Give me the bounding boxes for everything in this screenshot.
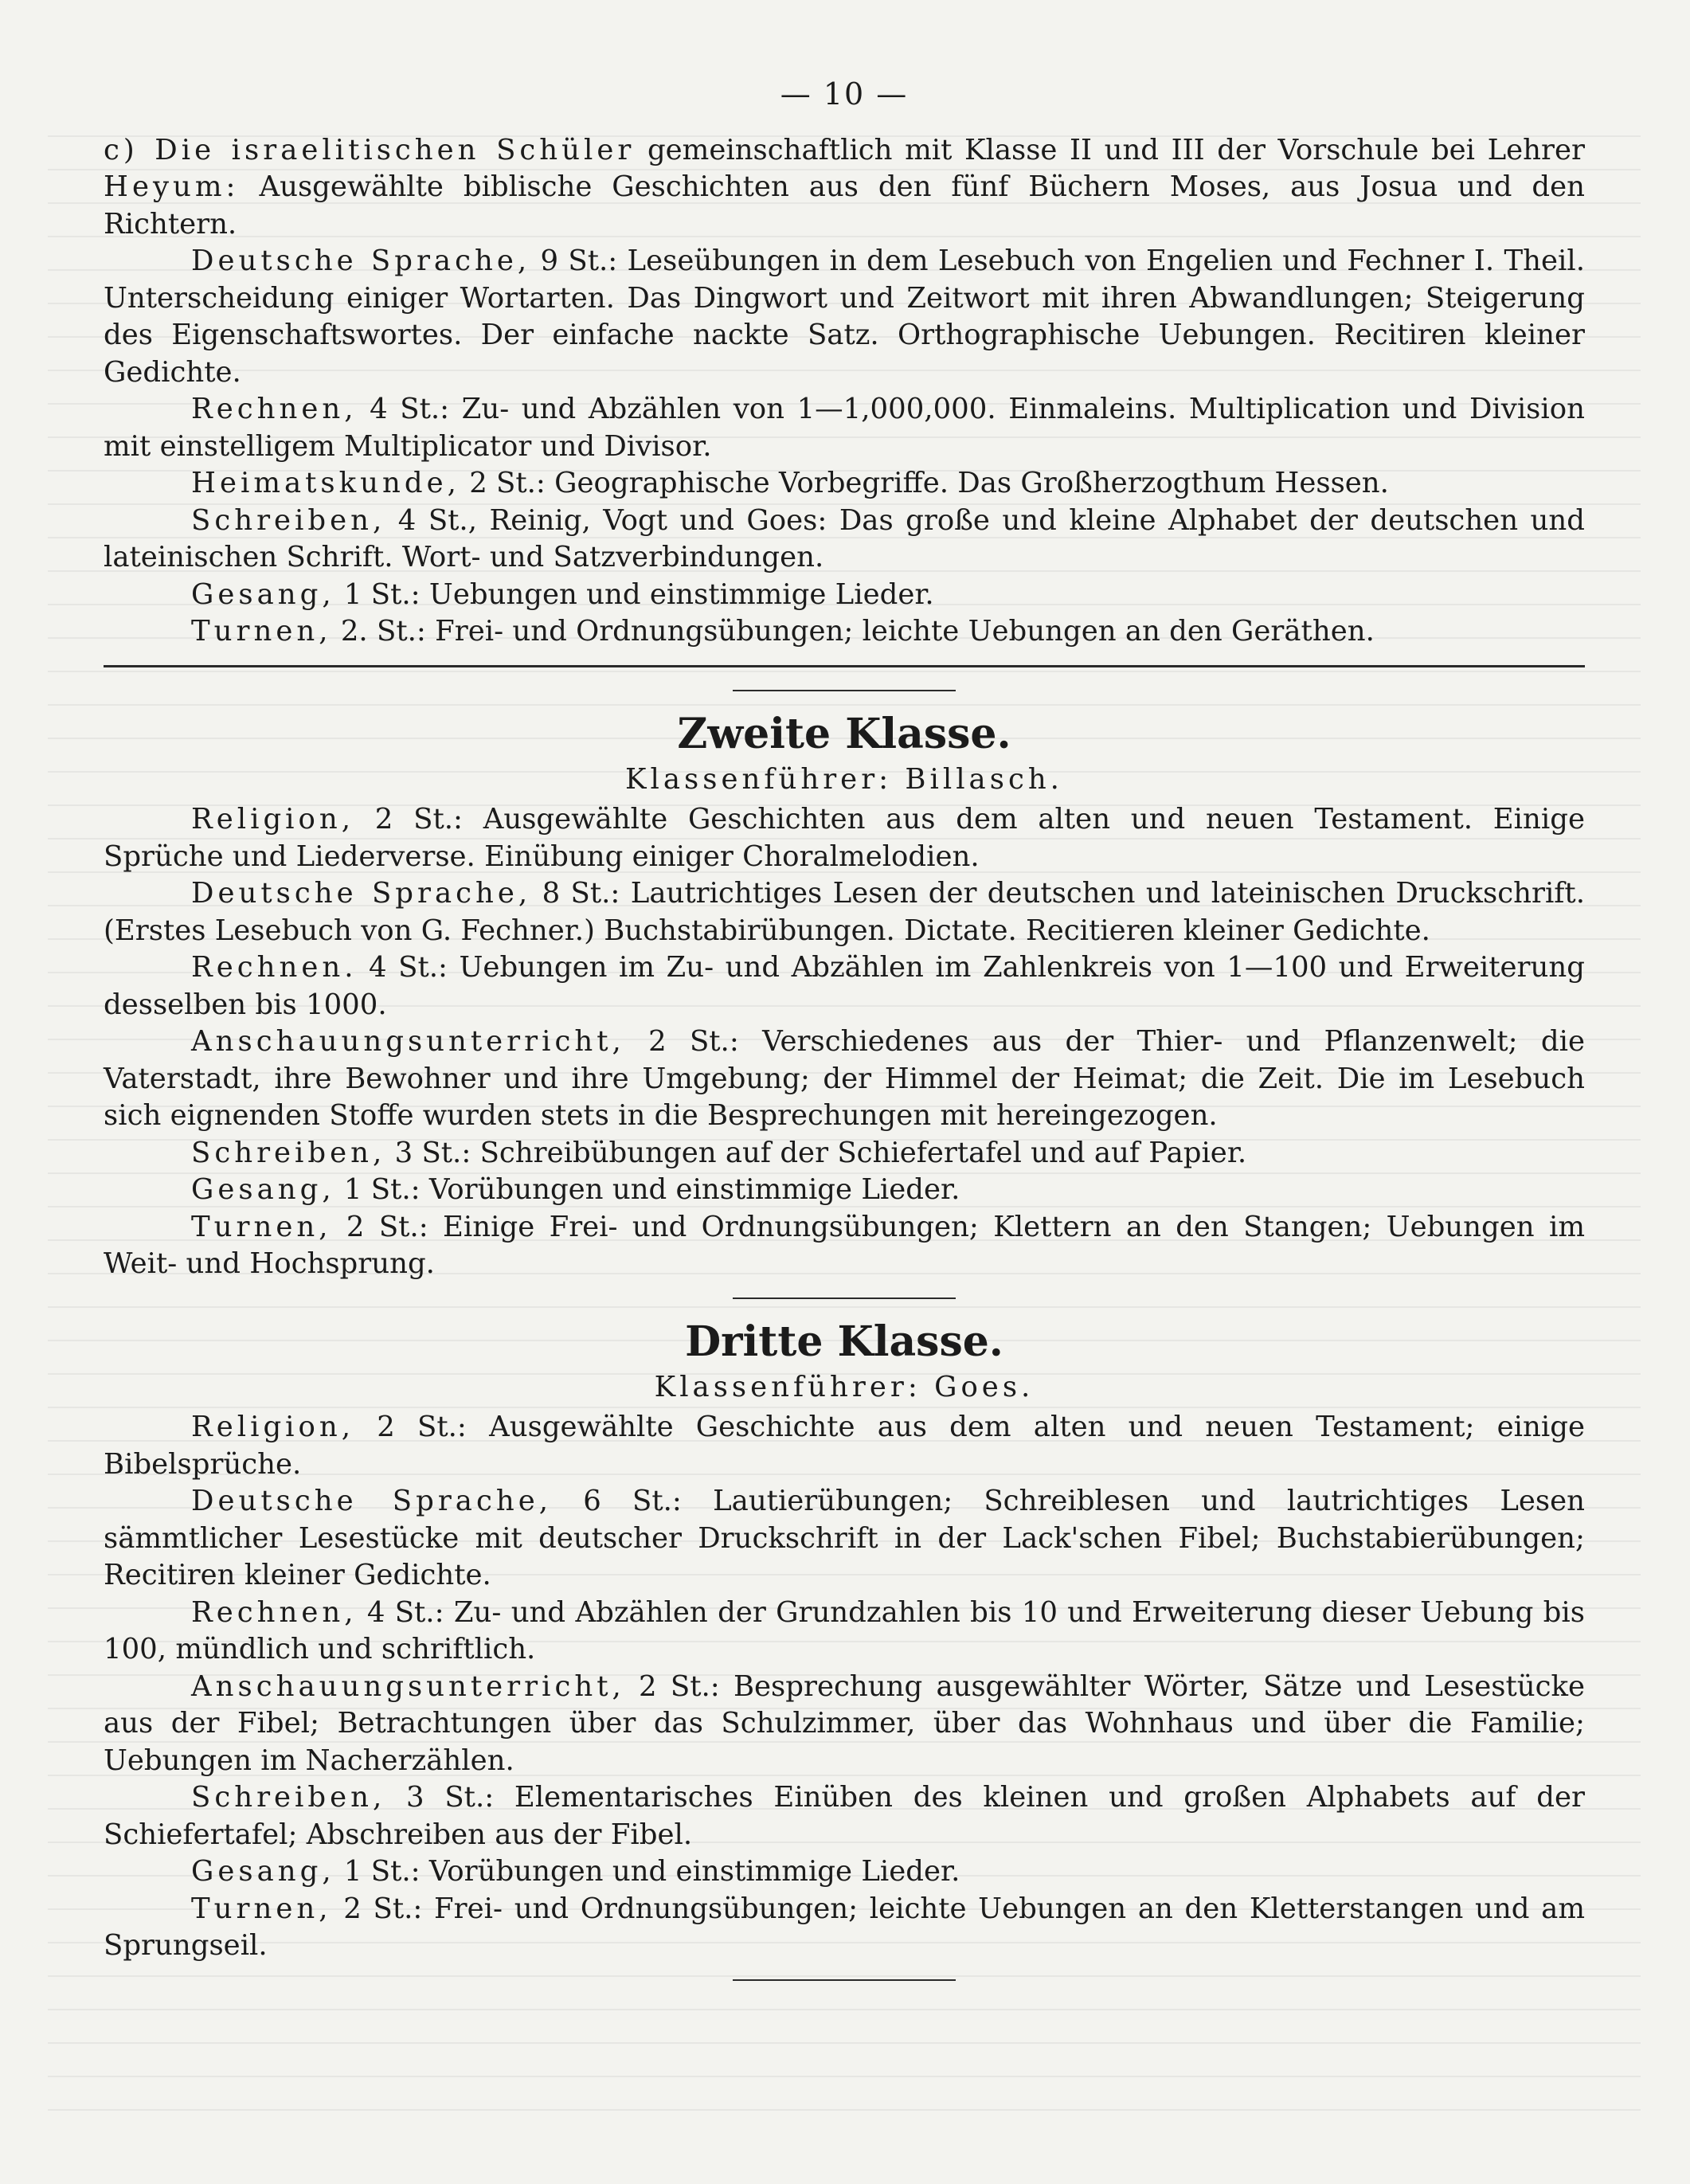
subject-text: 2 St.: Besprechung ausgewählter Wörter, Sätze und Lesestücke aus der Fibel; Betrachtungen über das Schulzimmer, über das Wohnhaus und über die Familie; Uebungen im Nacherzählen. xyxy=(104,1669,1585,1777)
subject-text: 1 St.: Uebungen und einstimmige Lieder. xyxy=(343,577,934,611)
subject-label: Deutsche Sprache, xyxy=(191,877,532,910)
subject-text: 2 St.: Geographische Vorbegriffe. Das Großherzogthum Hessen. xyxy=(469,467,1389,499)
paragraph-israelitische xyxy=(104,132,1585,244)
subject-label: Rechnen, xyxy=(191,393,358,425)
subject-text: 2 St.: Verschiedenes aus der Thier- und Pflanzenwelt; die Vaterstadt, ihre Bewohner und ihre Umgebung; der Himmel der Heimat; die Zeit. Die im Lesebuch sich eignenden Stoffe wurden stets in die Besprechungen mit hereingezogen. xyxy=(104,1025,1585,1132)
paragraph-gesang xyxy=(104,1172,1585,1209)
subject-label: Schreiben, xyxy=(191,503,386,537)
subject-text: 9 St.: Leseübungen in dem Lesebuch von Engelien und Fechner I. Theil. Unterscheidung einiger Wortarten. Das Dingwort und Zeitwort mit ihren Abwandlungen; Steigerung des Eigenschaftswortes. Der einfache nackte Satz. Orthographische Uebungen. Recitiren kleiner Gedichte. xyxy=(104,245,1585,389)
divider-short xyxy=(733,1979,956,1981)
paragraph-deutsch xyxy=(104,243,1585,391)
paragraph-rechnen xyxy=(104,1595,1585,1669)
page-number: — 10 — xyxy=(780,76,909,112)
paragraph-turnen xyxy=(104,1209,1585,1283)
paragraph-schreiben xyxy=(104,1779,1585,1853)
paragraph-deutsch xyxy=(104,875,1585,949)
subject-text: 4 St.: Zu- und Abzählen der Grundzahlen bis 10 und Erweiterung dieser Uebung bis 100, mündlich und schriftlich. xyxy=(104,1595,1585,1665)
paragraph-turnen xyxy=(104,1891,1585,1965)
subject-text: 2 St.: Frei- und Ordnungsübungen; leichte Uebungen an den Kletterstangen und am Sprungseil. xyxy=(104,1892,1585,1962)
section-rule xyxy=(104,665,1585,667)
subject-label: Turnen, xyxy=(191,1892,332,1925)
class-leader: Klassenführer: Billasch. xyxy=(625,762,1063,796)
teacher-name: Heyum: xyxy=(104,170,240,203)
subject-text: 3 St.: Schreibübungen auf der Schiefertafel und auf Papier. xyxy=(394,1136,1247,1169)
label: c) Die israelitischen Schüler xyxy=(104,133,636,166)
paragraph-schreiben xyxy=(104,503,1585,577)
paragraph-religion xyxy=(104,1409,1585,1483)
subject-text: 8 St.: Lautrichtiges Lesen der deutschen und lateinischen Druckschrift. (Erstes Lesebuch von G. Fechner.) Buchstabirübungen. Dictate. Recitieren kleiner Gedichte. xyxy=(104,877,1585,947)
subject-label: Turnen, xyxy=(191,1210,332,1243)
divider-short xyxy=(733,1297,956,1299)
subject-label: Rechnen, xyxy=(191,1595,358,1629)
subject-label: Rechnen. xyxy=(191,951,358,984)
subject-text: 4 St.: Zu- und Abzählen von 1—1,000,000. Einmaleins. Multiplication und Division mit einstelligem Multiplicator und Divisor. xyxy=(104,393,1585,463)
subject-text: 1 St.: Vorübungen und einstimmige Lieder. xyxy=(343,1855,960,1888)
class-heading: Dritte Klasse. xyxy=(685,1317,1003,1366)
paragraph-gesang xyxy=(104,1853,1585,1891)
subject-text: 4 St.: Uebungen im Zu- und Abzählen im Zahlenkreis von 1—100 und Erweiterung desselben bis 1000. xyxy=(104,951,1585,1021)
paragraph-schreiben xyxy=(104,1135,1585,1172)
text: Ausgewählte biblische Geschichten aus den fünf Büchern Moses, aus Josua und den Richtern. xyxy=(104,170,1585,241)
paragraph-rechnen xyxy=(104,949,1585,1024)
paragraph-anschauung xyxy=(104,1024,1585,1135)
subject-label: Religion, xyxy=(191,803,355,836)
subject-label: Gesang, xyxy=(191,577,335,611)
subject-label: Anschauungsunterricht, xyxy=(191,1669,625,1703)
subject-label: Anschauungsunterricht, xyxy=(191,1025,625,1058)
subject-text: 6 St.: Lautierübungen; Schreiblesen und lautrichtiges Lesen sämmtlicher Lesestücke mit deutscher Druckschrift in der Lack'schen Fibel; Buchstabierübungen; Recitiren kleiner Gedichte. xyxy=(104,1485,1585,1591)
class-heading: Zweite Klasse. xyxy=(677,709,1011,758)
document-page xyxy=(104,76,1585,1998)
paragraph-gesang xyxy=(104,577,1585,614)
paragraph-religion xyxy=(104,801,1585,875)
subject-label: Schreiben, xyxy=(191,1136,386,1169)
subject-text: 2. St.: Frei- und Ordnungsübungen; leichte Uebungen an den Geräthen. xyxy=(340,615,1375,648)
divider-short xyxy=(733,690,956,691)
paragraph-heimat xyxy=(104,465,1585,503)
section-zweite-klasse xyxy=(104,709,1585,1283)
subject-label: Schreiben, xyxy=(191,1781,386,1814)
subject-label: Religion, xyxy=(191,1411,355,1443)
subject-label: Gesang, xyxy=(191,1173,335,1206)
text: gemeinschaftlich mit Klasse II und III der Vorschule bei Lehrer xyxy=(647,133,1585,166)
subject-label: Gesang, xyxy=(191,1855,335,1888)
subject-text: 2 St.: Ausgewählte Geschichten aus dem alten und neuen Testament. Einige Sprüche und Liederverse. Einübung einiger Choralmelodien. xyxy=(104,803,1585,873)
subject-text: 3 St.: Elementarisches Einüben des kleinen und großen Alphabets auf der Schiefertafel; Abschreiben aus der Fibel. xyxy=(104,1781,1585,1851)
section-dritte-klasse xyxy=(104,1317,1585,1965)
class-leader: Klassenführer: Goes. xyxy=(654,1370,1035,1403)
subject-label: Turnen, xyxy=(191,615,332,648)
subject-label: Deutsche Sprache, xyxy=(191,1485,553,1517)
subject-text: 2 St.: Einige Frei- und Ordnungsübungen; Klettern an den Stangen; Uebungen im Weit- und Hochsprung. xyxy=(104,1210,1585,1280)
paragraph-rechnen xyxy=(104,391,1585,465)
paragraph-deutsch xyxy=(104,1483,1585,1595)
paragraph-turnen xyxy=(104,613,1585,651)
subject-text: 2 St.: Ausgewählte Geschichte aus dem alten und neuen Testament; einige Bibelsprüche. xyxy=(104,1411,1585,1481)
subject-label: Deutsche Sprache, xyxy=(191,245,531,277)
subject-text: 1 St.: Vorübungen und einstimmige Lieder. xyxy=(343,1173,960,1206)
paragraph-anschauung xyxy=(104,1669,1585,1780)
subject-label: Heimatskunde, xyxy=(191,467,460,499)
subject-text: 4 St., Reinig, Vogt und Goes: Das große und kleine Alphabet der deutschen und lateinischen Schrift. Wort- und Satzverbindungen. xyxy=(104,503,1585,573)
